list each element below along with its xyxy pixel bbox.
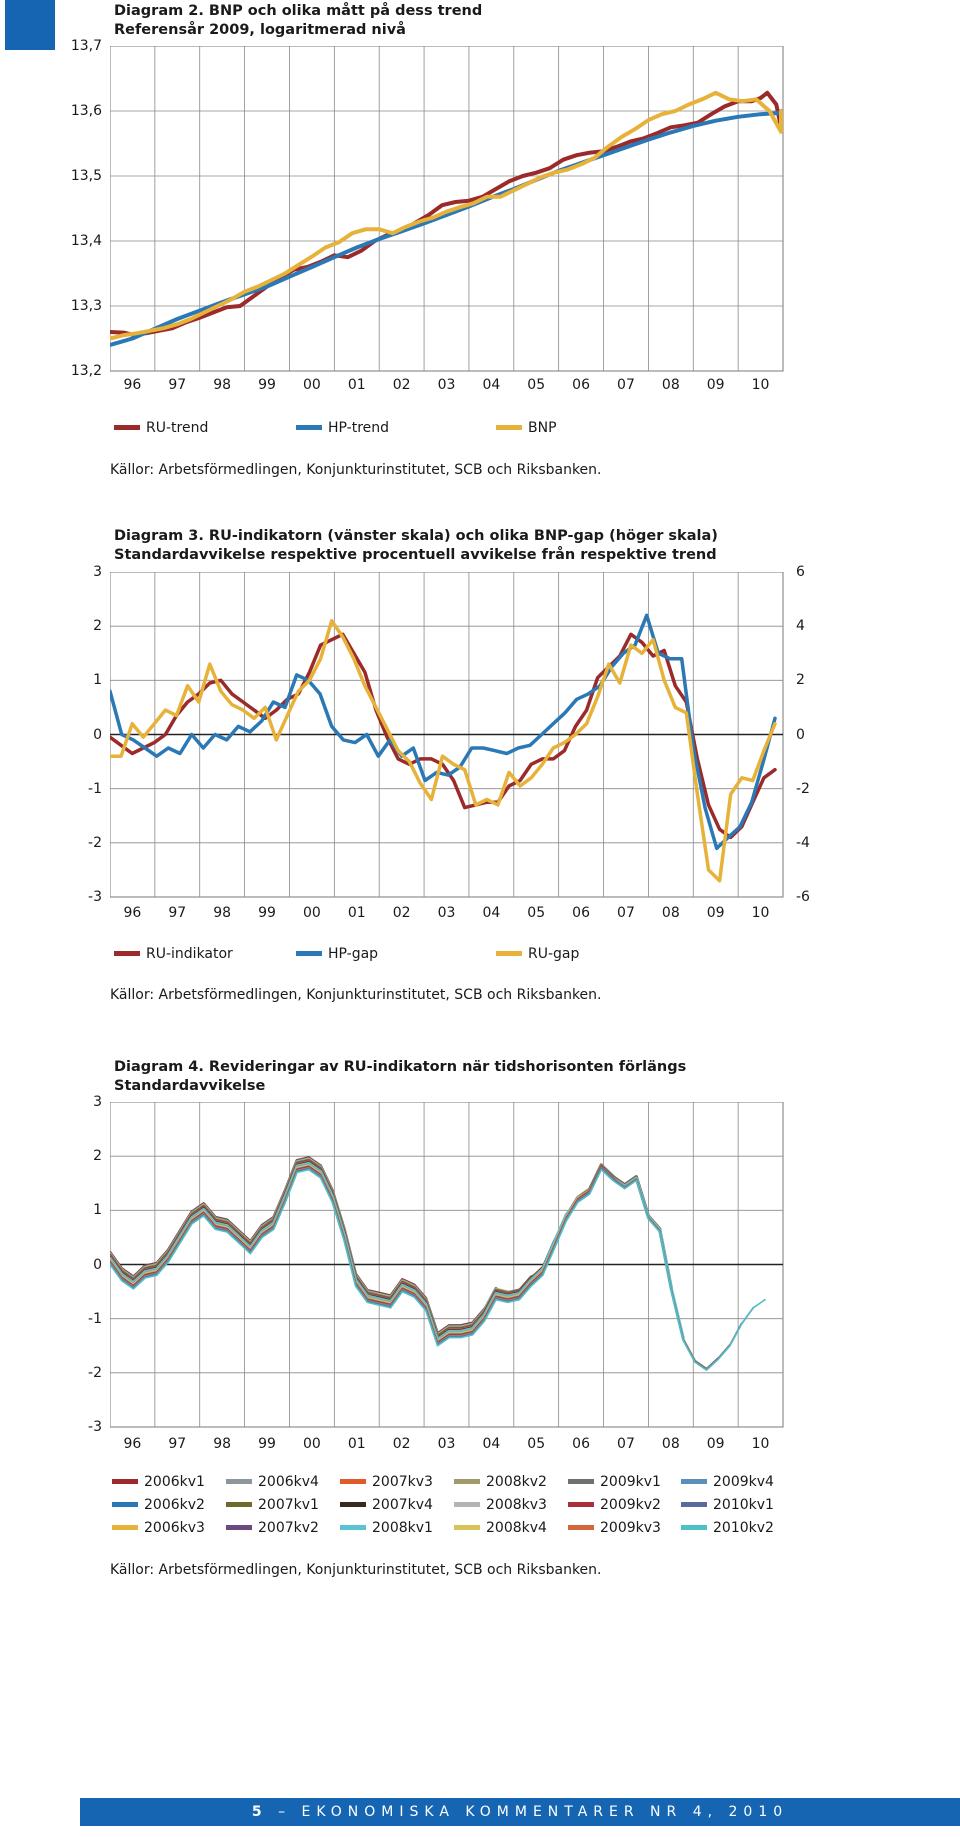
legend-item bbox=[296, 420, 389, 436]
x-tick-label: 08 bbox=[661, 1436, 680, 1452]
legend-swatch bbox=[114, 425, 140, 430]
y-tick-label: 0 bbox=[796, 726, 805, 743]
y-tick-label: 13,3 bbox=[70, 298, 102, 314]
legend-item bbox=[496, 420, 557, 436]
x-tick-label: 98 bbox=[213, 905, 232, 921]
legend-item bbox=[296, 946, 378, 962]
x-tick-label: 06 bbox=[572, 905, 590, 921]
series-line-2006kv2 bbox=[110, 1159, 613, 1335]
chart1-subtitle: Referensår 2009, logaritmerad nivå bbox=[114, 22, 406, 38]
x-tick-label: 00 bbox=[302, 1436, 321, 1452]
legend-swatch bbox=[568, 1502, 594, 1507]
x-tick-label: 01 bbox=[347, 905, 366, 921]
legend-swatch bbox=[454, 1479, 480, 1484]
y-tick-label: -3 bbox=[88, 889, 102, 905]
corner-marker bbox=[5, 0, 55, 50]
x-tick-label: 02 bbox=[392, 377, 411, 393]
chart1-source: Källor: Arbetsförmedlingen, Konjunkturinstitutet, SCB och Riksbanken. bbox=[110, 462, 602, 478]
legend-item bbox=[114, 946, 233, 962]
x-tick-label: 02 bbox=[392, 905, 411, 921]
legend-swatch bbox=[296, 951, 322, 956]
legend-label: 2009kv3 bbox=[600, 1520, 661, 1536]
legend-item bbox=[340, 1520, 433, 1536]
x-tick-label: 96 bbox=[123, 905, 142, 921]
legend-label: RU-indikator bbox=[146, 946, 233, 962]
y-tick-label: 6 bbox=[796, 564, 805, 580]
legend-label: 2007kv2 bbox=[258, 1520, 319, 1536]
y-tick-label: 0 bbox=[93, 1256, 102, 1273]
y-tick-label: 13,7 bbox=[70, 38, 102, 54]
legend-item bbox=[112, 1520, 205, 1536]
legend-swatch bbox=[681, 1525, 707, 1530]
series-line-2008kv3 bbox=[110, 1165, 695, 1360]
x-tick-label: 01 bbox=[347, 1436, 366, 1452]
x-tick-label: 08 bbox=[661, 905, 680, 921]
legend-item bbox=[226, 1520, 319, 1536]
y-tick-label: 1 bbox=[93, 1202, 102, 1219]
x-tick-label: 07 bbox=[617, 1436, 635, 1452]
chart2-title: Diagram 3. RU-indikatorn (vänster skala) och olika BNP-gap (höger skala) bbox=[114, 528, 718, 544]
legend-label: BNP bbox=[528, 420, 557, 436]
x-tick-label: 03 bbox=[437, 377, 456, 393]
y-tick-label: 13,4 bbox=[70, 233, 102, 249]
legend-label: 2008kv2 bbox=[486, 1474, 547, 1490]
y-tick-label: -6 bbox=[796, 889, 810, 905]
y-tick-label: 2 bbox=[93, 618, 102, 635]
x-tick-label: 01 bbox=[347, 377, 366, 393]
chart3-title: Diagram 4. Revideringar av RU-indikatorn när tidshorisonten förlängs bbox=[114, 1059, 687, 1075]
legend-item bbox=[496, 946, 579, 962]
legend-label: HP-trend bbox=[328, 420, 390, 436]
legend-label: 2010kv2 bbox=[713, 1520, 774, 1536]
legend-swatch bbox=[114, 951, 140, 956]
legend-label: 2007kv4 bbox=[372, 1497, 433, 1513]
x-tick-label: 96 bbox=[123, 1436, 142, 1452]
chart2-plot bbox=[110, 572, 790, 906]
legend-item bbox=[568, 1520, 661, 1536]
legend-item bbox=[112, 1497, 205, 1513]
legend-swatch bbox=[340, 1479, 366, 1484]
x-tick-label: 04 bbox=[482, 377, 501, 393]
y-tick-label: -1 bbox=[88, 780, 102, 797]
x-tick-label: 05 bbox=[527, 905, 546, 921]
legend-swatch bbox=[226, 1479, 252, 1484]
y-tick-label: -2 bbox=[796, 780, 810, 797]
legend-swatch bbox=[340, 1525, 366, 1530]
y-tick-label: -2 bbox=[88, 834, 102, 851]
legend-label: 2006kv3 bbox=[144, 1520, 205, 1536]
legend-label: 2009kv1 bbox=[600, 1474, 661, 1490]
legend-item bbox=[454, 1474, 547, 1490]
series-line-2008kv2 bbox=[110, 1164, 695, 1360]
x-tick-label: 99 bbox=[258, 905, 276, 921]
series-line-2009kv3 bbox=[110, 1168, 742, 1370]
x-tick-label: 05 bbox=[527, 377, 546, 393]
series-line-hp-gap bbox=[110, 615, 775, 848]
series-line-2008kv1 bbox=[110, 1163, 683, 1339]
y-tick-label: 2 bbox=[93, 1148, 102, 1165]
x-tick-label: 09 bbox=[706, 905, 725, 921]
legend-swatch bbox=[112, 1502, 138, 1507]
legend-swatch bbox=[568, 1525, 594, 1530]
x-tick-label: 07 bbox=[617, 905, 635, 921]
legend-label: 2010kv1 bbox=[713, 1497, 774, 1513]
chart3-subtitle: Standardavvikelse bbox=[114, 1078, 266, 1094]
x-tick-label: 98 bbox=[213, 377, 232, 393]
legend-label: 2008kv4 bbox=[486, 1520, 547, 1536]
chart3-source: Källor: Arbetsförmedlingen, Konjunkturinstitutet, SCB och Riksbanken. bbox=[110, 1562, 602, 1578]
y-tick-label: 3 bbox=[93, 1094, 102, 1110]
series-line-2010kv1 bbox=[110, 1169, 753, 1370]
legend-swatch bbox=[496, 425, 522, 430]
x-tick-label: 10 bbox=[751, 1436, 770, 1452]
legend-item bbox=[112, 1474, 205, 1490]
plot-frame bbox=[110, 46, 783, 371]
y-tick-label: -3 bbox=[88, 1419, 102, 1435]
x-tick-label: 10 bbox=[751, 377, 770, 393]
legend-item bbox=[681, 1474, 774, 1490]
legend-item bbox=[226, 1474, 319, 1490]
legend-item bbox=[681, 1497, 774, 1513]
x-tick-label: 10 bbox=[751, 905, 770, 921]
x-tick-label: 99 bbox=[258, 1436, 276, 1452]
x-tick-label: 09 bbox=[706, 1436, 725, 1452]
chart3-plot bbox=[110, 1102, 790, 1436]
x-tick-label: 04 bbox=[482, 1436, 501, 1452]
x-tick-label: 03 bbox=[437, 905, 456, 921]
legend-swatch bbox=[340, 1502, 366, 1507]
footer-bar bbox=[80, 1798, 960, 1826]
legend-label: HP-gap bbox=[328, 946, 379, 962]
chart1-plot bbox=[110, 46, 790, 376]
footer-dash: – bbox=[278, 1804, 292, 1820]
legend-label: 2007kv1 bbox=[258, 1497, 319, 1513]
x-tick-label: 97 bbox=[168, 1436, 187, 1452]
legend-label: 2008kv1 bbox=[372, 1520, 433, 1536]
legend-item bbox=[681, 1520, 774, 1536]
legend-swatch bbox=[496, 951, 522, 956]
x-tick-label: 96 bbox=[123, 377, 142, 393]
legend-swatch bbox=[226, 1525, 252, 1530]
legend-label: 2006kv4 bbox=[258, 1474, 319, 1490]
legend-swatch bbox=[112, 1525, 138, 1530]
x-tick-label: 99 bbox=[258, 377, 276, 393]
footer-page-number: 5 bbox=[251, 1804, 268, 1820]
y-tick-label: 4 bbox=[796, 618, 805, 635]
y-tick-label: 0 bbox=[93, 726, 102, 743]
series-line-2007kv3 bbox=[110, 1162, 660, 1338]
legend-label: 2007kv3 bbox=[372, 1474, 433, 1490]
legend-label: RU-gap bbox=[528, 946, 580, 962]
legend-item bbox=[340, 1497, 433, 1513]
y-tick-label: 13,6 bbox=[70, 103, 102, 119]
y-tick-label: -1 bbox=[88, 1310, 102, 1327]
y-tick-label: 13,2 bbox=[70, 363, 102, 379]
legend-swatch bbox=[112, 1479, 138, 1484]
x-tick-label: 03 bbox=[437, 1436, 456, 1452]
chart1-title: Diagram 2. BNP och olika mått på dess trend bbox=[114, 3, 483, 19]
x-tick-label: 00 bbox=[302, 377, 321, 393]
x-tick-label: 97 bbox=[168, 905, 187, 921]
legend-swatch bbox=[681, 1479, 707, 1484]
series-line-2009kv1 bbox=[110, 1166, 718, 1369]
x-tick-label: 06 bbox=[572, 1436, 590, 1452]
legend-swatch bbox=[226, 1502, 252, 1507]
legend-label: 2009kv4 bbox=[713, 1474, 774, 1490]
legend-swatch bbox=[296, 425, 322, 430]
y-tick-label: 3 bbox=[93, 564, 102, 580]
legend-label: 2006kv1 bbox=[144, 1474, 205, 1490]
x-tick-label: 98 bbox=[213, 1436, 232, 1452]
x-tick-label: 00 bbox=[302, 905, 321, 921]
x-tick-label: 97 bbox=[168, 377, 187, 393]
x-tick-label: 05 bbox=[527, 1436, 546, 1452]
y-tick-label: -4 bbox=[796, 834, 810, 851]
series-line-2009kv2 bbox=[110, 1167, 730, 1369]
x-tick-label: 06 bbox=[572, 377, 590, 393]
legend-label: 2006kv2 bbox=[144, 1497, 205, 1513]
y-tick-label: -2 bbox=[88, 1364, 102, 1381]
x-tick-label: 07 bbox=[617, 377, 635, 393]
legend-item bbox=[226, 1497, 319, 1513]
legend-item bbox=[568, 1497, 661, 1513]
legend-item bbox=[568, 1474, 661, 1490]
series-line-2006kv3 bbox=[110, 1159, 625, 1335]
series-line-2009kv4 bbox=[110, 1168, 742, 1369]
x-tick-label: 04 bbox=[482, 905, 501, 921]
legend-label: 2008kv3 bbox=[486, 1497, 547, 1513]
y-tick-label: 2 bbox=[796, 672, 805, 689]
x-tick-label: 08 bbox=[661, 377, 680, 393]
legend-label: RU-trend bbox=[146, 420, 209, 436]
chart2-source: Källor: Arbetsförmedlingen, Konjunkturinstitutet, SCB och Riksbanken. bbox=[110, 987, 602, 1003]
legend-swatch bbox=[681, 1502, 707, 1507]
legend-label: 2009kv2 bbox=[600, 1497, 661, 1513]
legend-item bbox=[454, 1520, 547, 1536]
legend-item bbox=[114, 420, 208, 436]
x-tick-label: 02 bbox=[392, 1436, 411, 1452]
legend-item bbox=[340, 1474, 433, 1490]
y-tick-label: 1 bbox=[93, 672, 102, 689]
legend-swatch bbox=[454, 1525, 480, 1530]
footer-publication: EKONOMISKA KOMMENTARER NR 4, 2010 bbox=[301, 1804, 789, 1820]
legend-swatch bbox=[454, 1502, 480, 1507]
series-line-2006kv4 bbox=[110, 1160, 636, 1336]
legend-item bbox=[454, 1497, 547, 1513]
legend-swatch bbox=[568, 1479, 594, 1484]
series-line-2006kv1 bbox=[110, 1158, 601, 1334]
chart2-subtitle: Standardavvikelse respektive procentuell avvikelse från respektive trend bbox=[114, 547, 717, 563]
y-tick-label: 13,5 bbox=[70, 168, 102, 184]
x-tick-label: 09 bbox=[706, 377, 725, 393]
